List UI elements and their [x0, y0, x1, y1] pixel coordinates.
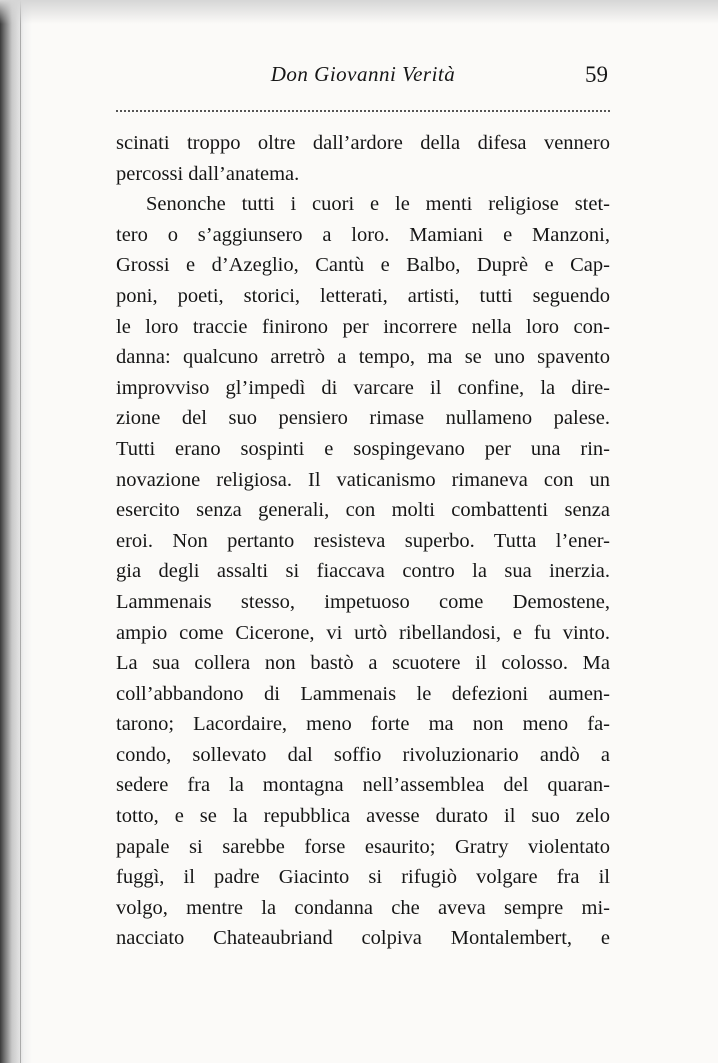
text-line: percossi dall’anatema. [116, 162, 300, 185]
binding-edge-line [20, 0, 21, 1063]
page-number: 59 [585, 62, 608, 87]
text-line: gia degli assalti si fiaccava contro la sua inerzia. [116, 560, 610, 583]
text-line: novazione religiosa. Il vaticanismo rimaneva con un [116, 468, 610, 491]
text-line: scinati troppo oltre dall’ardore della difesa vennero [116, 132, 610, 154]
text-line: tarono; Lacordaire, meno forte ma non meno fa- [116, 713, 610, 736]
text-line: tero o s’aggiunsero a loro. Mamiani e Manzoni, [116, 223, 610, 246]
text-line: totto, e se la repubblica avesse durato il suo zelo [116, 805, 610, 828]
text-line: volgo, mentre la condanna che aveva sempre mi- [116, 896, 610, 919]
text-line: ampio come Cicerone, vi urtò ribellandosi, e fu vinto. [116, 621, 610, 644]
text-line: coll’abbandono di Lammenais le defezioni aumen- [116, 682, 610, 705]
header-dotted-rule [116, 110, 610, 112]
text-line: papale si sarebbe forse esaurito; Gratry violentato [116, 835, 610, 858]
text-line: Lammenais stesso, impetuoso come Demostene, [116, 590, 610, 613]
binding-shadow [0, 0, 32, 1063]
text-line: eroi. Non pertanto resisteva superbo. Tutta l’ener- [116, 529, 610, 552]
text-line: Senonche tutti i cuori e le menti religiose stet- [146, 193, 610, 216]
text-line: condo, sollevato dal soffio rivoluzionario andò a [116, 743, 610, 766]
text-line: Grossi e d’Azeglio, Cantù e Balbo, Duprè e Cap- [116, 254, 610, 277]
text-line: Tutti erano sospinti e sospingevano per una rin- [116, 437, 610, 460]
text-line: le loro traccie finirono per incorrere nella loro con- [116, 315, 610, 338]
running-head-title: Don Giovanni Verità [270, 62, 456, 86]
text-line: fuggì, il padre Giacinto si rifugiò volgare fra il [116, 866, 610, 889]
text-line: improvviso gl’impedì di varcare il confine, la dire- [116, 376, 610, 399]
running-head [116, 60, 610, 96]
body-text [116, 128, 610, 954]
top-edge-shadow [0, 0, 718, 24]
text-line: zione del suo pensiero rimase nullameno palese. [116, 407, 610, 430]
text-line: La sua collera non bastò a scuotere il colosso. Ma [116, 652, 610, 675]
text-line: sedere fra la montagna nell’assemblea del quaran- [116, 774, 610, 797]
text-line: nacciato Chateaubriand colpiva Montalembert, e [116, 927, 610, 950]
text-line: poni, poeti, storici, letterati, artisti, tutti seguendo [116, 284, 610, 307]
text-line: esercito senza generali, con molti combattenti senza [116, 499, 610, 522]
text-line: danna: qualcuno arretrò a tempo, ma se uno spavento [116, 346, 610, 369]
